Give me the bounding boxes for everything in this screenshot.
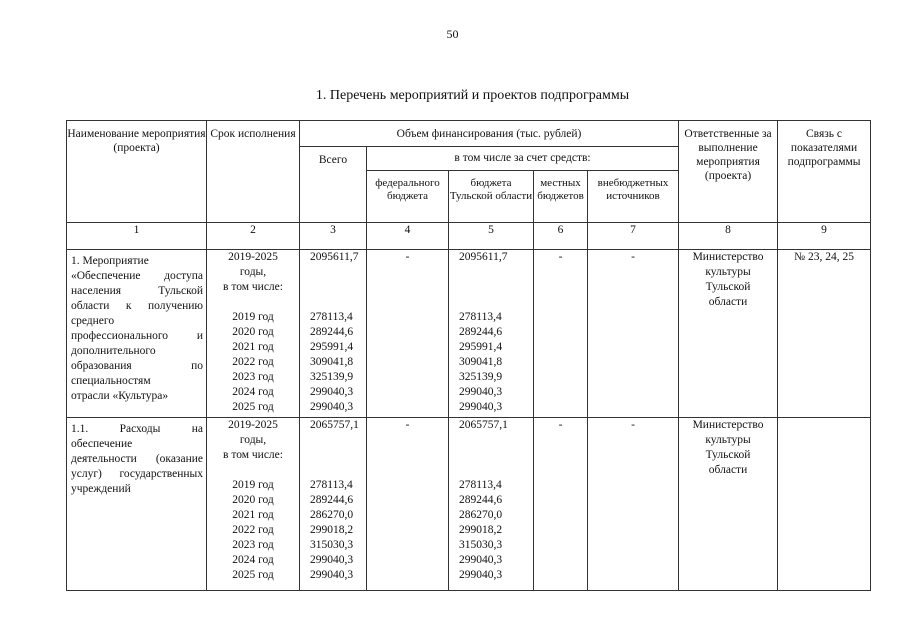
year: 2020 год — [232, 494, 274, 506]
total-value: 299040,3 — [310, 554, 354, 566]
table-row — [67, 418, 871, 591]
name-line: среднего — [71, 315, 115, 327]
term-text: годы, — [239, 266, 267, 278]
federal-cell — [367, 250, 449, 418]
tula-value: 299040,3 — [459, 554, 503, 566]
responsible-text: Министерство — [692, 251, 764, 263]
extra-cell — [588, 418, 679, 591]
total-value: 289244,6 — [310, 494, 354, 506]
extra-value: - — [631, 251, 635, 263]
header-name: Наименование мероприятия (проекта) — [67, 121, 207, 223]
link-text: № 23, 24, 25 — [794, 251, 854, 263]
total-value: 2095611,7 — [310, 251, 359, 263]
header-term: Срок исполнения — [207, 121, 300, 223]
header-extra: внебюджетных источников — [588, 171, 679, 223]
total-value: 299018,2 — [310, 524, 354, 536]
name-line: образования по — [71, 360, 203, 372]
link-cell — [778, 418, 871, 591]
year: 2019 год — [232, 311, 274, 323]
total-value: 309041,8 — [310, 356, 354, 368]
total-value: 299040,3 — [310, 401, 354, 413]
page-title: 1. Перечень мероприятий и проектов подпрограммы — [315, 88, 630, 103]
tula-cell — [449, 418, 534, 591]
term-text: 2019-2025 — [228, 419, 278, 431]
header-tula: бюджета Тульской области — [449, 171, 534, 223]
year: 2022 год — [232, 356, 274, 368]
local-cell — [534, 418, 588, 591]
col-number: 5 — [449, 223, 534, 250]
name-line: 1.1. Расходы на — [71, 423, 203, 435]
responsible-cell — [679, 418, 778, 591]
local-value: - — [558, 251, 563, 263]
name-line: обеспечение — [71, 438, 133, 450]
year: 2024 год — [232, 386, 274, 398]
responsible-text: области — [708, 296, 748, 308]
year: 2020 год — [232, 326, 274, 338]
col-number: 7 — [588, 223, 679, 250]
extra-value: - — [631, 419, 635, 431]
responsible-text: культуры — [705, 266, 751, 278]
year: 2021 год — [232, 509, 274, 521]
col-number: 9 — [778, 223, 871, 250]
total-value: 295991,4 — [310, 341, 354, 353]
year: 2022 год — [232, 524, 274, 536]
name-line: «Обеспечение доступа — [71, 270, 203, 282]
total-value: 278113,4 — [310, 311, 353, 323]
term-text: в том числе: — [223, 281, 283, 293]
year: 2023 год — [232, 539, 274, 551]
responsible-text: Тульской — [705, 449, 751, 461]
total-cell — [300, 418, 367, 591]
page-number: 50 — [446, 27, 459, 41]
link-cell — [778, 250, 871, 418]
col-number: 1 — [67, 223, 207, 250]
name-line: 1. Мероприятие — [71, 255, 149, 267]
header-including: в том числе за счет средств: — [367, 147, 679, 171]
measure-name — [67, 250, 207, 418]
tula-value: 295991,4 — [459, 341, 503, 353]
year: 2024 год — [232, 554, 274, 566]
tula-value: 278113,4 — [459, 311, 502, 323]
total-value: 299040,3 — [310, 386, 354, 398]
tula-value: 289244,6 — [459, 326, 503, 338]
header-link: Связь с показателями подпрограммы — [778, 121, 871, 223]
tula-value: 309041,8 — [459, 356, 503, 368]
name-line: дополнительного — [71, 345, 156, 357]
federal-value: - — [405, 251, 410, 263]
local-cell — [534, 250, 588, 418]
term-text: в том числе: — [223, 449, 283, 461]
tula-value: 2095611,7 — [459, 251, 508, 263]
col-number: 2 — [207, 223, 300, 250]
responsible-text: Тульской — [705, 281, 751, 293]
responsible-text: культуры — [705, 434, 751, 446]
name-line: учреждений — [71, 483, 131, 495]
name-line: области к получению — [71, 300, 203, 312]
year: 2025 год — [232, 401, 274, 413]
tula-value: 299040,3 — [459, 401, 503, 413]
extra-cell — [588, 250, 679, 418]
link-text — [778, 418, 870, 433]
col-number: 3 — [300, 223, 367, 250]
year: 2021 год — [232, 341, 274, 353]
term-text: 2019-2025 — [228, 251, 278, 263]
tula-cell — [449, 250, 534, 418]
tula-value: 2065757,1 — [459, 419, 508, 431]
total-value: 2065757,1 — [310, 419, 359, 431]
tula-value: 299018,2 — [459, 524, 503, 536]
tula-value: 289244,6 — [459, 494, 503, 506]
total-value: 278113,4 — [310, 479, 353, 491]
federal-value: - — [405, 419, 410, 431]
tula-value: 278113,4 — [459, 479, 502, 491]
header-total: Всего — [300, 147, 367, 223]
total-value: 325139,9 — [310, 371, 354, 383]
federal-cell — [367, 418, 449, 591]
tula-value: 315030,3 — [459, 539, 503, 551]
year: 2023 год — [232, 371, 274, 383]
local-value: - — [558, 419, 563, 431]
year: 2025 год — [232, 569, 274, 581]
responsible-text: области — [708, 464, 748, 476]
name-line: профессионального и — [71, 330, 203, 342]
header-responsible: Ответственные за выполнение мероприятия (проекта) — [679, 121, 778, 223]
total-value: 299040,3 — [310, 569, 354, 581]
responsible-text: Министерство — [692, 419, 764, 431]
tula-value: 299040,3 — [459, 569, 503, 581]
name-line: деятельности (оказание — [71, 453, 203, 465]
header-funding: Объем финансирования (тыс. рублей) — [300, 121, 679, 147]
col-number: 8 — [679, 223, 778, 250]
year: 2019 год — [232, 479, 274, 491]
term-text: годы, — [239, 434, 267, 446]
header-local: местных бюджетов — [534, 171, 588, 223]
total-cell — [300, 250, 367, 418]
name-line: услуг) государственных — [71, 468, 203, 480]
total-value: 315030,3 — [310, 539, 354, 551]
name-line: отрасли «Культура» — [71, 390, 169, 402]
term-cell — [207, 418, 300, 591]
header-federal: федерального бюджета — [367, 171, 449, 223]
total-value: 286270,0 — [310, 509, 354, 521]
tula-value: 325139,9 — [459, 371, 503, 383]
name-line: специальностям — [71, 375, 151, 387]
tula-value: 299040,3 — [459, 386, 503, 398]
responsible-cell — [679, 250, 778, 418]
total-value: 289244,6 — [310, 326, 354, 338]
col-number: 6 — [534, 223, 588, 250]
name-line: населения Тульской — [71, 285, 203, 297]
measures-table — [66, 120, 871, 591]
measure-name — [67, 418, 207, 591]
col-number: 4 — [367, 223, 449, 250]
tula-value: 286270,0 — [459, 509, 503, 521]
table-row — [67, 250, 871, 418]
term-cell — [207, 250, 300, 418]
